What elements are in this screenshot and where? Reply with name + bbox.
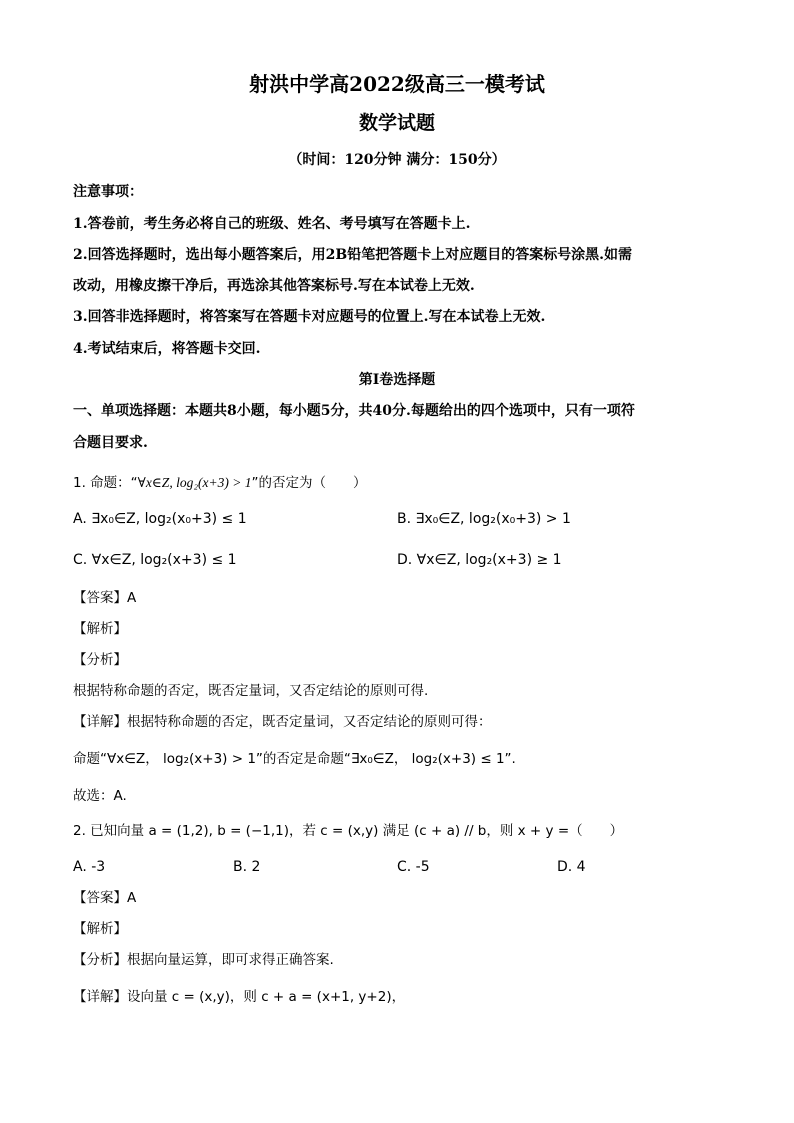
question-1-stem (73, 473, 366, 493)
q1-analysis-label: 【解析】 (73, 621, 127, 637)
q1-option-c: C. ∀x∈Z, log₂(x+3) ≤ 1 (73, 552, 237, 568)
q1-stem-prefix: 1. 命题：“ (73, 475, 138, 491)
q2-detail: 【详解】设向量 c = (x,y)，则 c + a = (x+1, y+2)， (73, 989, 406, 1005)
q1-stem-math: ∀x∈Z, log₂(x+3) > 1 (137, 475, 252, 490)
note-item: 改动，用橡皮擦干净后，再选涂其他答案标号.写在本试卷上无效. (73, 278, 475, 294)
exam-title: 射洪中学高2022级高三一模考试 (249, 72, 545, 96)
exam-subtitle: 数学试题 (358, 112, 435, 134)
section-title: 第I卷选择题 (358, 372, 436, 388)
section-intro: 一、单项选择题：本题共8小题，每小题5分，共40分.每题给出的四个选项中，只有一项符 (73, 403, 635, 419)
q1-fenxi-text: 根据特称命题的否定，既否定量词，又否定结论的原则可得. (73, 683, 429, 699)
note-item: 4.考试结束后，将答题卡交回. (73, 341, 261, 357)
q1-detail: 【详解】根据特称命题的否定，既否定量词，又否定结论的原则可得： (73, 714, 492, 730)
q2-fenxi: 【分析】根据向量运算，即可求得正确答案. (73, 952, 334, 968)
note-item: 2.回答选择题时，选出每小题答案后，用2B铅笔把答题卡上对应题目的答案标号涂黑.如需 (73, 247, 633, 263)
q1-option-d: D. ∀x∈Z, log₂(x+3) ≥ 1 (397, 552, 562, 568)
notes-heading: 注意事项： (73, 184, 143, 200)
note-item: 3.回答非选择题时，将答案写在答题卡对应题号的位置上.写在本试卷上无效. (73, 309, 546, 325)
note-item: 1.答卷前，考生务必将自己的班级、姓名、考号填写在答题卡上. (73, 216, 471, 232)
q2-option-a: A. -3 (73, 859, 106, 875)
q1-fenxi-label: 【分析】 (73, 652, 127, 668)
q1-option-b: B. ∃x₀∈Z, log₂(x₀+3) > 1 (397, 511, 571, 527)
q1-stem-suffix: ”的否定为（ ） (251, 475, 367, 491)
exam-meta: （时间：120分钟 满分：150分） (288, 152, 506, 168)
q2-option-b: B. 2 (233, 859, 261, 875)
section-intro: 合题目要求. (73, 435, 148, 451)
q1-option-a: A. ∃x₀∈Z, log₂(x₀+3) ≤ 1 (73, 511, 247, 527)
q2-analysis-label: 【解析】 (73, 921, 127, 937)
q2-option-d: D. 4 (557, 859, 586, 875)
q1-answer: 【答案】A (73, 590, 137, 606)
q2-answer: 【答案】A (73, 890, 137, 906)
q2-option-c: C. -5 (397, 859, 430, 875)
q1-choose: 故选：A. (73, 788, 127, 804)
q1-detail-2: 命题“∀x∈Z， log₂(x+3) > 1”的否定是命题“∃x₀∈Z， log₂(x+3) ≤ 1”. (73, 751, 516, 767)
question-2-stem: 2. 已知向量 a = (1,2), b = (−1,1)，若 c = (x,y) 满足 (c + a) // b，则 x + y =（ ） (73, 823, 624, 839)
